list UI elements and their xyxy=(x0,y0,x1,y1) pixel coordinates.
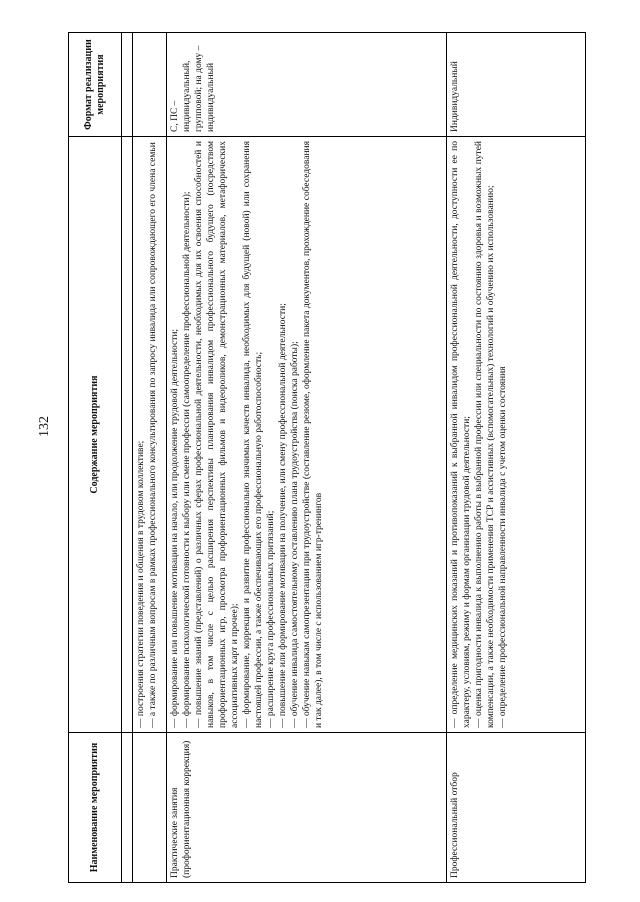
table-row xyxy=(447,33,586,883)
content-item: — определение профессиональной направленности инвалида с учетом оценки состояния xyxy=(498,366,508,728)
row-content xyxy=(133,137,167,733)
header-format: Формат реализации мероприятия xyxy=(69,33,122,137)
content-item: — формирование, коррекция и развитие профессионально значимых качеств инвалида, необходимых для будущей (новой) или сохранения настоящей профессии, а также обеспечивающих его профессиональную работоспособность; xyxy=(242,141,264,728)
content-item: — определение медицинских показаний и противопоказаний к выбранной инвалидом профессиональной деятельности, доступности ее по характеру, условиям, режиму и формам организации трудовой деятельности; xyxy=(450,141,472,728)
header-content: Содержание мероприятия xyxy=(69,137,122,733)
activities-table xyxy=(68,32,586,883)
page-number: 132 xyxy=(37,416,52,437)
row-content xyxy=(167,137,447,733)
row-format: С, ПС – индивидуальный, групповой; на дому – индивидуальный xyxy=(167,33,447,137)
table-row xyxy=(133,33,167,883)
content-item: — формирование или повышение мотивации на начало, или продолжение трудовой деятельности; xyxy=(170,328,180,728)
row-name xyxy=(133,733,167,883)
content-item: — оценка пригодности инвалида к выполнению работы в выбранной профессии или специальности по состоянию здоровья и возможных путей компенсации, а также необходимости применения ТСР и ассистивных (вспомогательных) технологий и обучению их использованию; xyxy=(474,141,496,728)
row-format xyxy=(133,33,167,137)
row-name: Практические занятия (профориентационная коррекция) xyxy=(167,733,447,883)
row-format: Индивидуальный xyxy=(447,33,586,137)
content-item: — а также по различным вопросам в рамках профессионального консультирования по запросу инвалида или сопровождающего его члена семьи xyxy=(148,142,158,728)
table-spacer-row xyxy=(122,33,133,883)
content-item: — построения стратегии поведения и общения в трудовом коллективе; xyxy=(136,440,146,728)
content-item: — обучение навыкам самопрезентации при трудоустройстве (составление резюме, оформление пакета документов, прохождение собеседования и так далее), в том числе с использованием игр-тренингов xyxy=(302,141,324,728)
content-item: — формирование психологической готовности к выбору или смене профессии (самоопределение профессиональной деятельности); xyxy=(182,191,192,728)
content-item: — повышение знаний (представлений) о различных сферах профессиональной деятельности, необходимых для их освоения способностей и навыков, в том числе с целью расширения перспективы планирования инвалидом профессионального будущего (посредством профориентационных игр, просмотра профориентационных фильмов и видеороликов, демонстрационных материалов, метафорических ассоциативных карт и прочее); xyxy=(194,141,240,728)
content-item: — повышение или формирование мотивации на получение, или смену профессиональной деятельности; xyxy=(278,303,288,728)
content-item: — расширение круга профессиональных притязаний; xyxy=(266,510,276,728)
table-header-row xyxy=(69,33,122,883)
row-name: Профессиональный отбор xyxy=(447,733,586,883)
row-content xyxy=(447,137,586,733)
header-name: Наименование мероприятия xyxy=(69,733,122,883)
content-item: — обучение инвалида самостоятельному составлению плана трудоустройства (поиска работы); xyxy=(290,341,300,728)
table-row xyxy=(167,33,447,883)
rotated-page xyxy=(68,33,586,883)
